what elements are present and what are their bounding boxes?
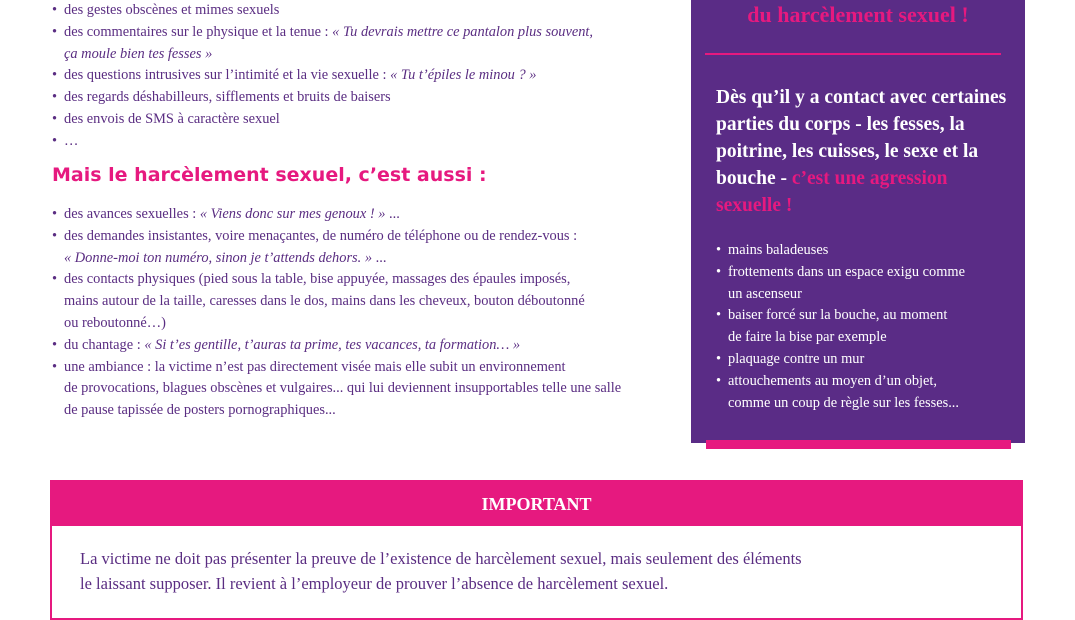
panel-lead-text: Dès qu’il y a contact avec certaines parties du corps - les fesses, la poitrine, les cuisses, le sexe et la bouche - [716, 87, 1007, 189]
important-header: IMPORTANT [52, 482, 1021, 526]
list-item: • du chantage : « Si t’es gentille, t’auras ta prime, tes vacances, ta formation… » [52, 335, 621, 357]
list-item: • des contacts physiques (pied sous la table, bise appuyée, massages des épaules imposés, mains autour de la taille, caresses dans le dos, mains dans les cheveux, bouton déboutonné ou reboutonné…) [52, 269, 621, 334]
assault-examples-list [716, 240, 1006, 414]
list-item: • des questions intrusives sur l’intimité et la vie sexuelle : « Tu t’épiles le minou ? » [52, 65, 593, 87]
list-item: • frottements dans un espace exigu comme un ascenseur [716, 262, 1006, 306]
important-box [50, 480, 1023, 620]
examples-list [52, 0, 593, 153]
list-item: • des demandes insistantes, voire menaçantes, de numéro de téléphone ou de rendez-vous : « Donne-moi ton numéro, sinon je t’attends dehors. » ... [52, 226, 621, 270]
list-item: • baiser forcé sur la bouche, au moment de faire la bise par exemple [716, 305, 1006, 349]
panel-lead [716, 84, 1016, 219]
list-item: • une ambiance : la victime n’est pas directement visée mais elle subit un environnement de provocations, blagues obscènes et vulgaires... qui lui deviennent insupportables telle une salle de pause tapissée de posters pornographiques... [52, 357, 621, 422]
list-item: • attouchements au moyen d’un objet, comme un coup de règle sur les fesses... [716, 371, 1006, 415]
important-text: La victime ne doit pas présenter la preuve de l’existence de harcèlement sexuel, mais seulement des éléments le laissant supposer. Il revient à l’employeur de prouver l’absence de harcèlement sexuel. [80, 549, 802, 593]
panel-accent-strip [706, 440, 1011, 449]
panel-title: du harcèlement sexuel ! [747, 2, 969, 27]
section-heading: Mais le harcèlement sexuel, c’est aussi : [52, 164, 487, 186]
sexual-assault-panel [691, 0, 1025, 443]
also-harassment-list [52, 204, 621, 422]
list-item: • mains baladeuses [716, 240, 1006, 262]
list-item: • des regards déshabilleurs, sifflements et bruits de baisers [52, 87, 593, 109]
list-item: • … [52, 131, 593, 153]
list-item: • des gestes obscènes et mimes sexuels [52, 0, 593, 22]
list-item: • des avances sexuelles : « Viens donc sur mes genoux ! » ... [52, 204, 621, 226]
divider [705, 53, 1001, 55]
list-item: • plaquage contre un mur [716, 349, 1006, 371]
list-item: • des commentaires sur le physique et la tenue : « Tu devrais mettre ce pantalon plus souvent, ça moule bien tes fesses » [52, 22, 593, 66]
list-item: • des envois de SMS à caractère sexuel [52, 109, 593, 131]
panel-lead-highlight: c’est une agression sexuelle ! [716, 168, 948, 216]
